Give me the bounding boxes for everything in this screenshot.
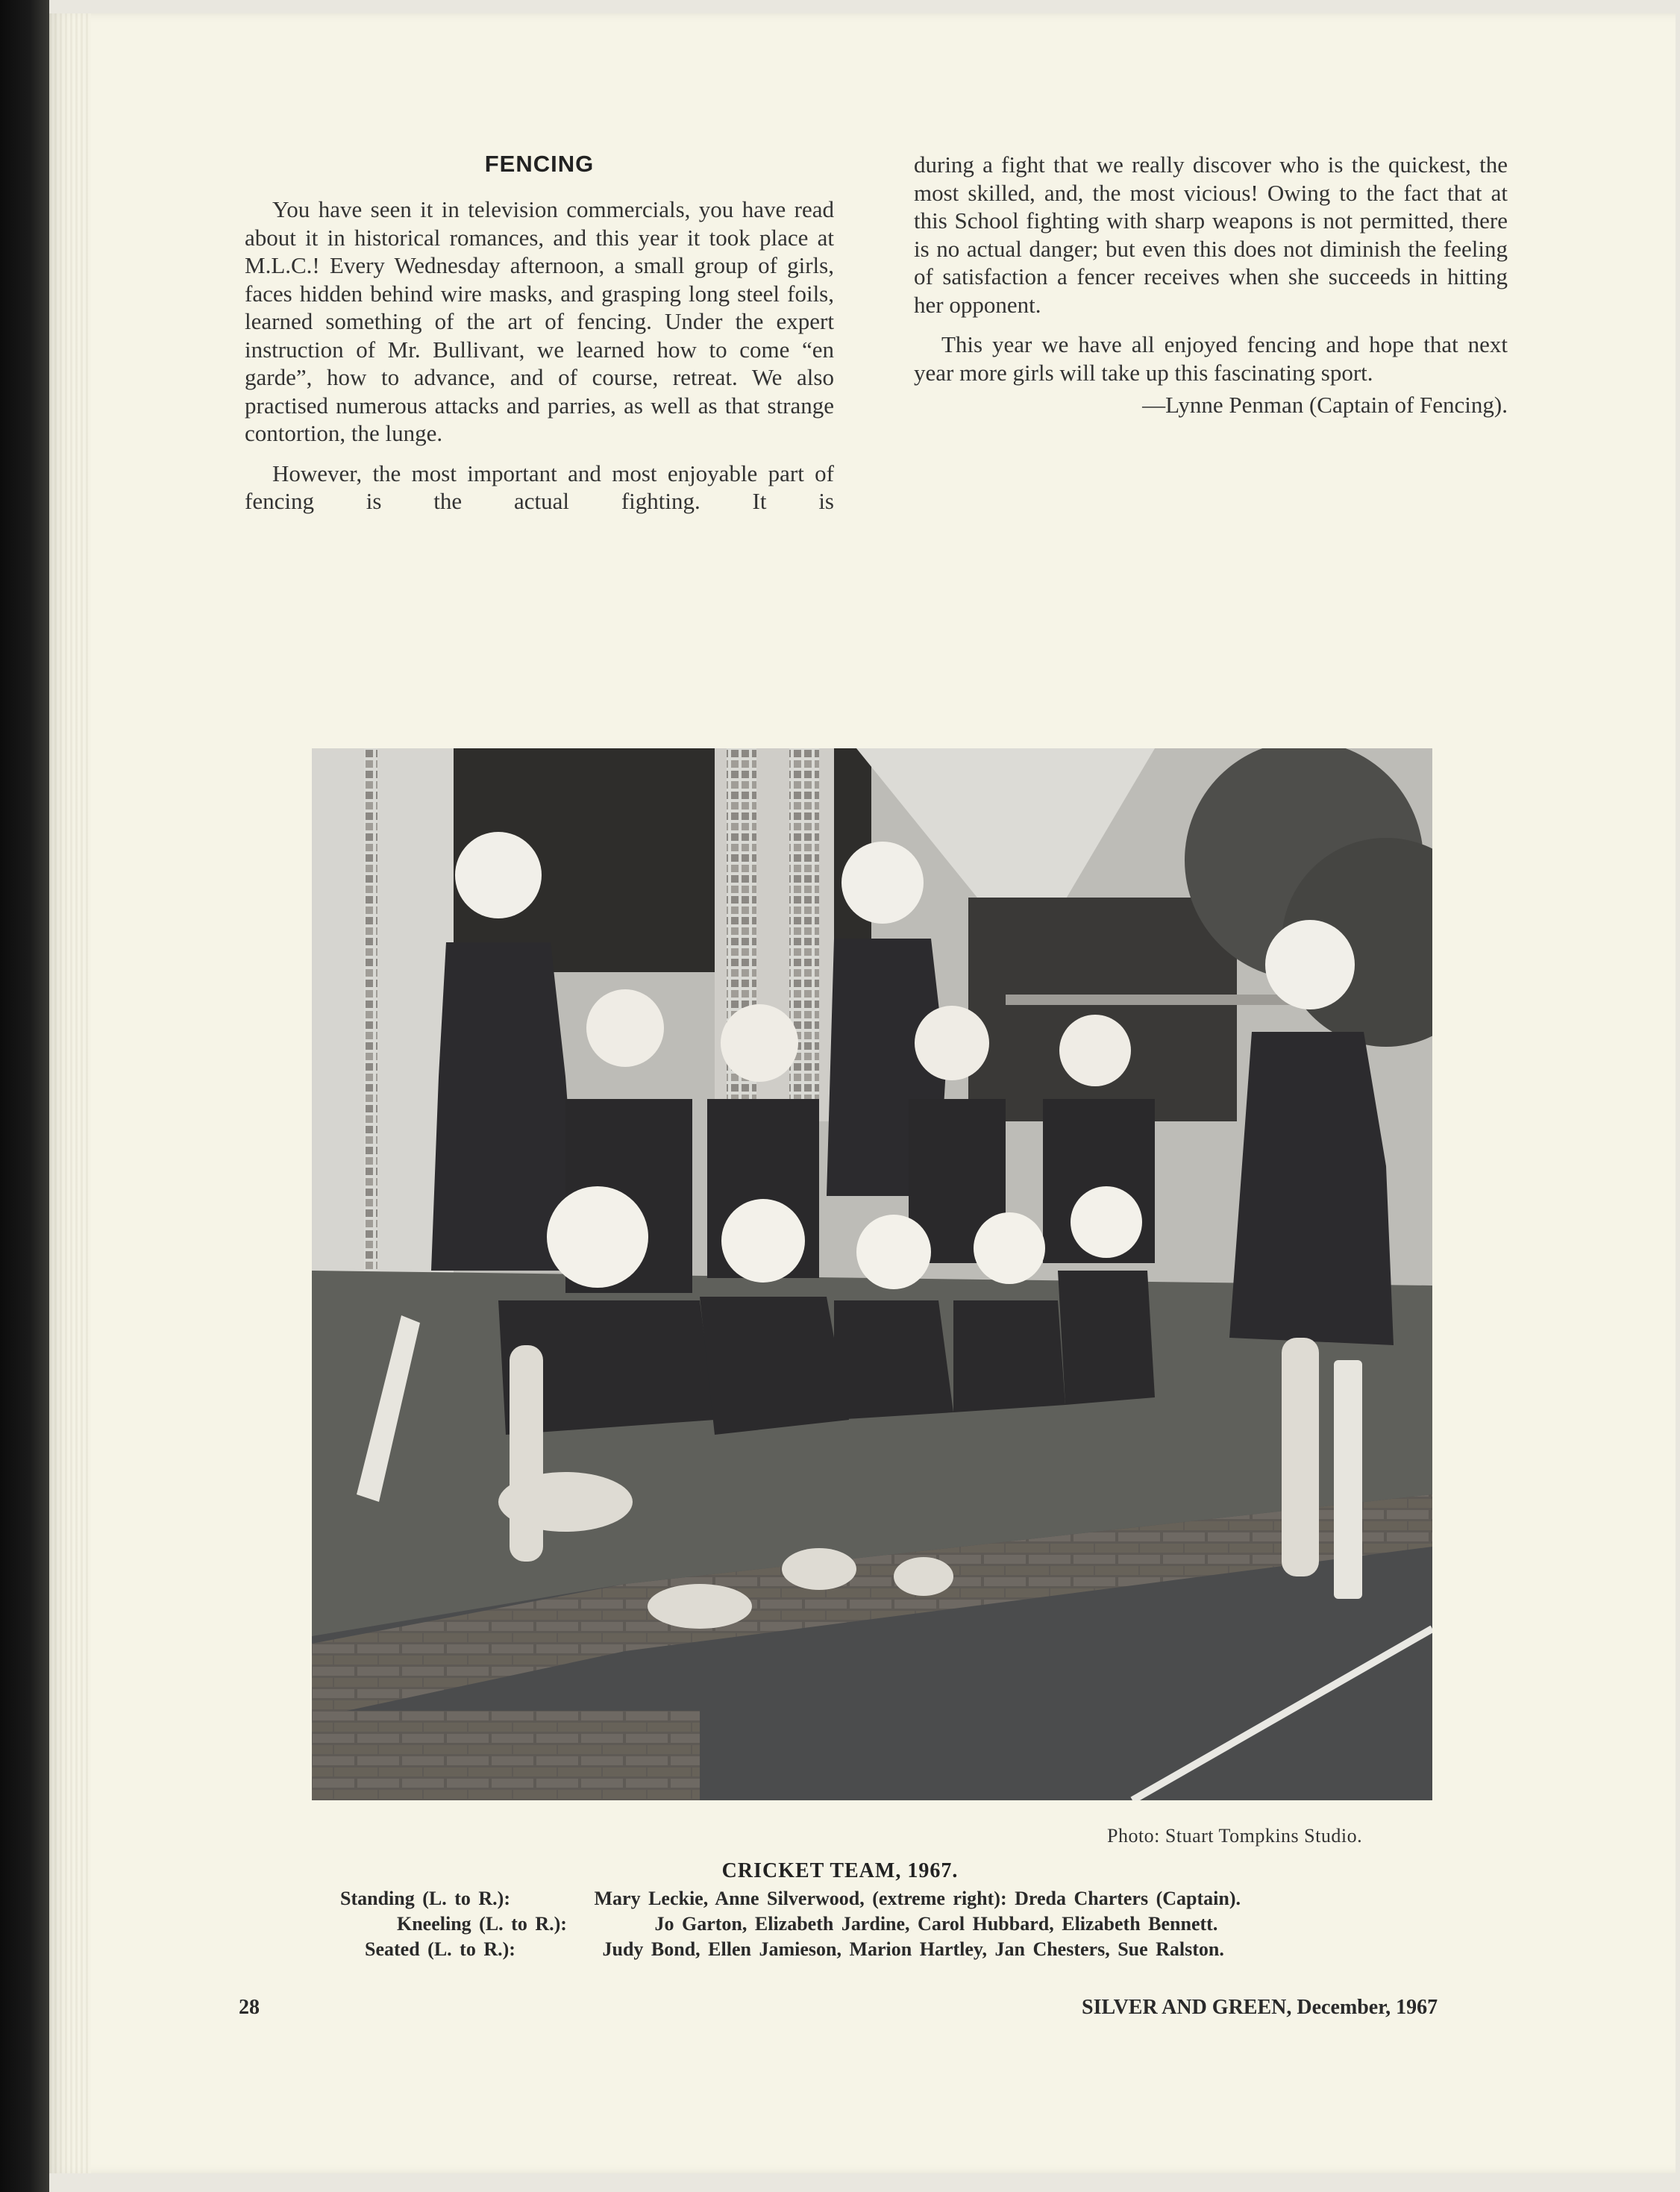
paragraph-3: during a fight that we really discover who is the quickest, the most skilled, and, the most vicious! Owing to the fact that at this School fighting with sharp weapons is not permitted, there is no actual danger; but even this does not diminish the feeling of satisfaction a fencer receives when she succeeds in hitting her opponent.: [914, 151, 1508, 318]
page-edges: [49, 13, 91, 2173]
caption-names: Mary Leckie, Anne Silverwood, (extreme right): Dreda Charters (Captain).: [594, 1888, 1241, 1909]
team-photo-image: [312, 748, 1432, 1800]
caption-row-standing: [340, 1888, 1241, 1910]
caption-names: Judy Bond, Ellen Jamieson, Marion Hartley, Jan Chesters, Sue Ralston.: [602, 1938, 1224, 1960]
caption-row-seated: [365, 1938, 1224, 1961]
publication-footer: SILVER AND GREEN, December, 1967: [1082, 1996, 1438, 2019]
page-number: 28: [239, 1996, 260, 2019]
caption-label: Standing (L. to R.):: [340, 1888, 510, 1909]
caption-title: CRICKET TEAM, 1967.: [721, 1859, 959, 1882]
caption-label: Kneeling (L. to R.):: [397, 1913, 567, 1935]
left-column: [245, 195, 834, 516]
cricket-team-photo: [312, 748, 1432, 1800]
article-heading: FENCING: [484, 151, 595, 177]
author-signature: —Lynne Penman (Captain of Fencing).: [1142, 392, 1508, 418]
paragraph-1: You have seen it in television commercials, you have read about it in historical romances, and this year it took place at M.L.C.! Every Wednesday afternoon, a small group of girls, faces hidden behind wire masks, and grasping long steel foils, learned something of the art of fencing. Under the expert instruction of Mr. Bullivant, we learned how to come “en garde”, how to advance, and of course, retreat. We also practised numerous attacks and parries, as well as that strange contortion, the lunge.: [245, 196, 834, 446]
caption-label: Seated (L. to R.):: [365, 1938, 515, 1960]
caption-row-kneeling: [397, 1913, 1217, 1935]
photo-credit: Photo: Stuart Tompkins Studio.: [1107, 1825, 1363, 1847]
paragraph-4: This year we have all enjoyed fencing and hope that next year more girls will take up this fascinating sport.: [914, 331, 1508, 386]
caption-names: Jo Garton, Elizabeth Jardine, Carol Hubbard, Elizabeth Bennett.: [654, 1913, 1218, 1935]
paragraph-2: However, the most important and most enjoyable part of fencing is the actual fighting. It is: [245, 460, 834, 514]
right-column: [914, 151, 1508, 419]
